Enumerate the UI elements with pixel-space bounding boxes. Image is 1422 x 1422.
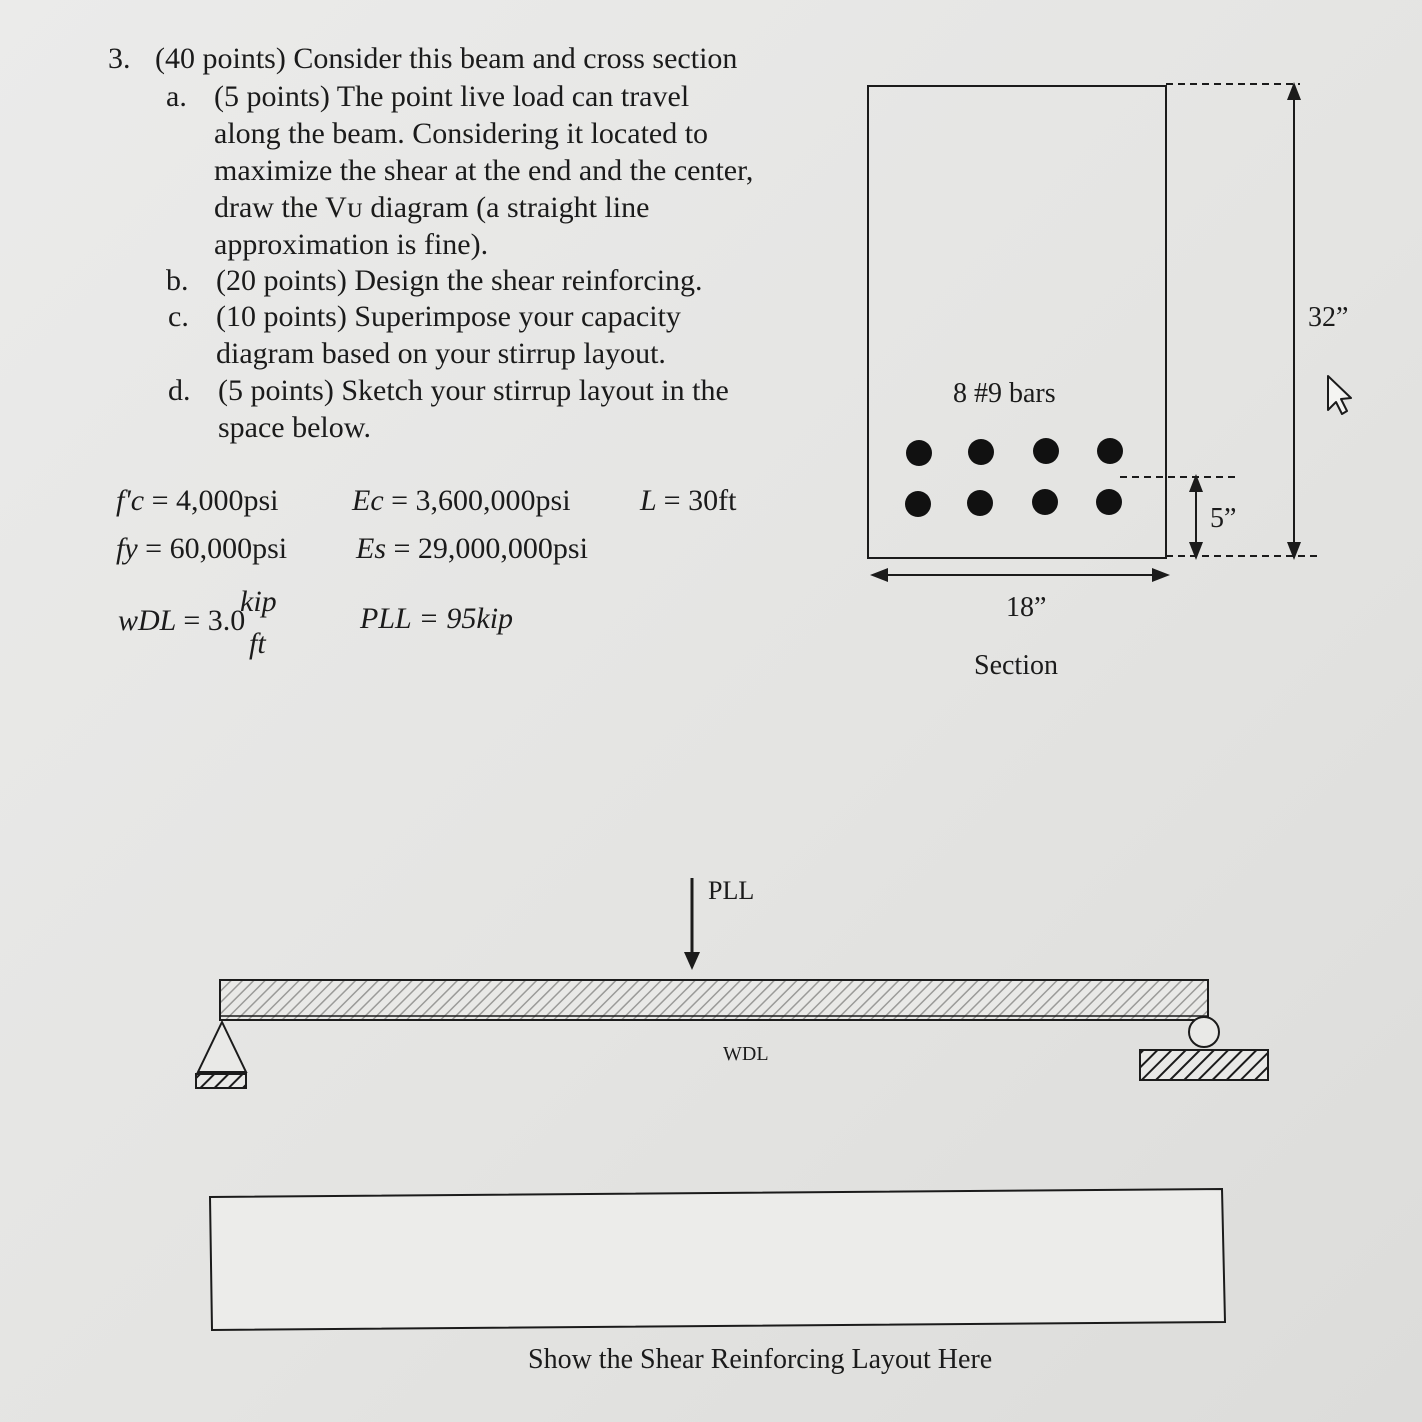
cursor-icon bbox=[1328, 376, 1351, 414]
point-load-arrow-head bbox=[684, 952, 700, 970]
rebar-group bbox=[905, 438, 1123, 517]
cover-arrow-up bbox=[1189, 474, 1203, 492]
given-es-value: = 29,000,000psi bbox=[393, 532, 588, 565]
given-ec-label: Ec bbox=[352, 484, 384, 517]
section-caption: Section bbox=[974, 650, 1058, 681]
part-d-letter: d. bbox=[168, 374, 191, 407]
rebar-dot bbox=[905, 491, 931, 517]
height-dimension-label: 32” bbox=[1308, 302, 1349, 333]
rebar-dot bbox=[1032, 489, 1058, 515]
rebar-dot bbox=[906, 440, 932, 466]
width-arrow-left bbox=[870, 568, 888, 582]
pin-ground-hatch bbox=[196, 1074, 246, 1088]
given-fc-value: = 4,000psi bbox=[151, 484, 279, 517]
beam-body bbox=[220, 980, 1208, 1020]
given-wdl-numerator: kip bbox=[240, 585, 277, 618]
given-wdl-value: = 3.0 bbox=[183, 604, 246, 637]
part-d-text: (5 points) Sketch your stirrup layout in the space below. bbox=[218, 374, 729, 444]
layout-caption: Show the Shear Reinforcing Layout Here bbox=[528, 1344, 993, 1375]
given-pll-label: PLL bbox=[360, 602, 412, 635]
problem-heading: (40 points) Consider this beam and cross section bbox=[155, 42, 738, 75]
part-b-letter: b. bbox=[166, 264, 189, 297]
given-fc-label: f'c bbox=[116, 484, 145, 517]
rebar-dot bbox=[1033, 438, 1059, 464]
given-pll-value: = 95kip bbox=[418, 602, 514, 635]
pin-support-icon bbox=[198, 1022, 246, 1072]
given-length-value: = 30ft bbox=[663, 484, 737, 517]
given-length-label: L bbox=[640, 484, 657, 517]
cover-arrow-down bbox=[1189, 542, 1203, 560]
roller-ground-hatch bbox=[1140, 1050, 1268, 1080]
distributed-load-label: WDL bbox=[723, 1043, 769, 1065]
width-dimension-label: 18” bbox=[1006, 592, 1047, 623]
given-wdl-denominator: ft bbox=[249, 627, 266, 660]
given-ec-value: = 3,600,000psi bbox=[391, 484, 571, 517]
height-arrow-down bbox=[1287, 542, 1301, 560]
rebar-dot bbox=[1096, 489, 1122, 515]
part-b-text: (20 points) Design the shear reinforcing. bbox=[216, 264, 703, 297]
part-a-text: (5 points) The point live load can travel along the beam. Considering it located to maximize the shear at the end and the center, draw the Vᴜ diagram (a straight line approximation is fine). bbox=[214, 80, 754, 261]
width-arrow-right bbox=[1152, 568, 1170, 582]
rebar-dot bbox=[1097, 438, 1123, 464]
roller-support-icon bbox=[1189, 1017, 1219, 1047]
problem-number: 3. bbox=[108, 42, 131, 75]
cover-dimension-label: 5” bbox=[1210, 503, 1237, 534]
layout-answer-box[interactable] bbox=[210, 1189, 1225, 1330]
given-wdl-label: wDL bbox=[118, 604, 176, 637]
bars-label: 8 #9 bars bbox=[953, 378, 1056, 409]
section-outline bbox=[868, 86, 1166, 558]
part-a-letter: a. bbox=[166, 80, 187, 113]
given-es-label: Es bbox=[356, 532, 386, 565]
rebar-dot bbox=[967, 490, 993, 516]
part-c-letter: c. bbox=[168, 300, 189, 333]
part-c-text: (10 points) Superimpose your capacity diagram based on your stirrup layout. bbox=[216, 300, 681, 370]
given-fy-label: fy bbox=[116, 532, 138, 565]
given-fy-value: = 60,000psi bbox=[145, 532, 288, 565]
rebar-dot bbox=[968, 439, 994, 465]
point-load-label: PLL bbox=[708, 876, 755, 905]
